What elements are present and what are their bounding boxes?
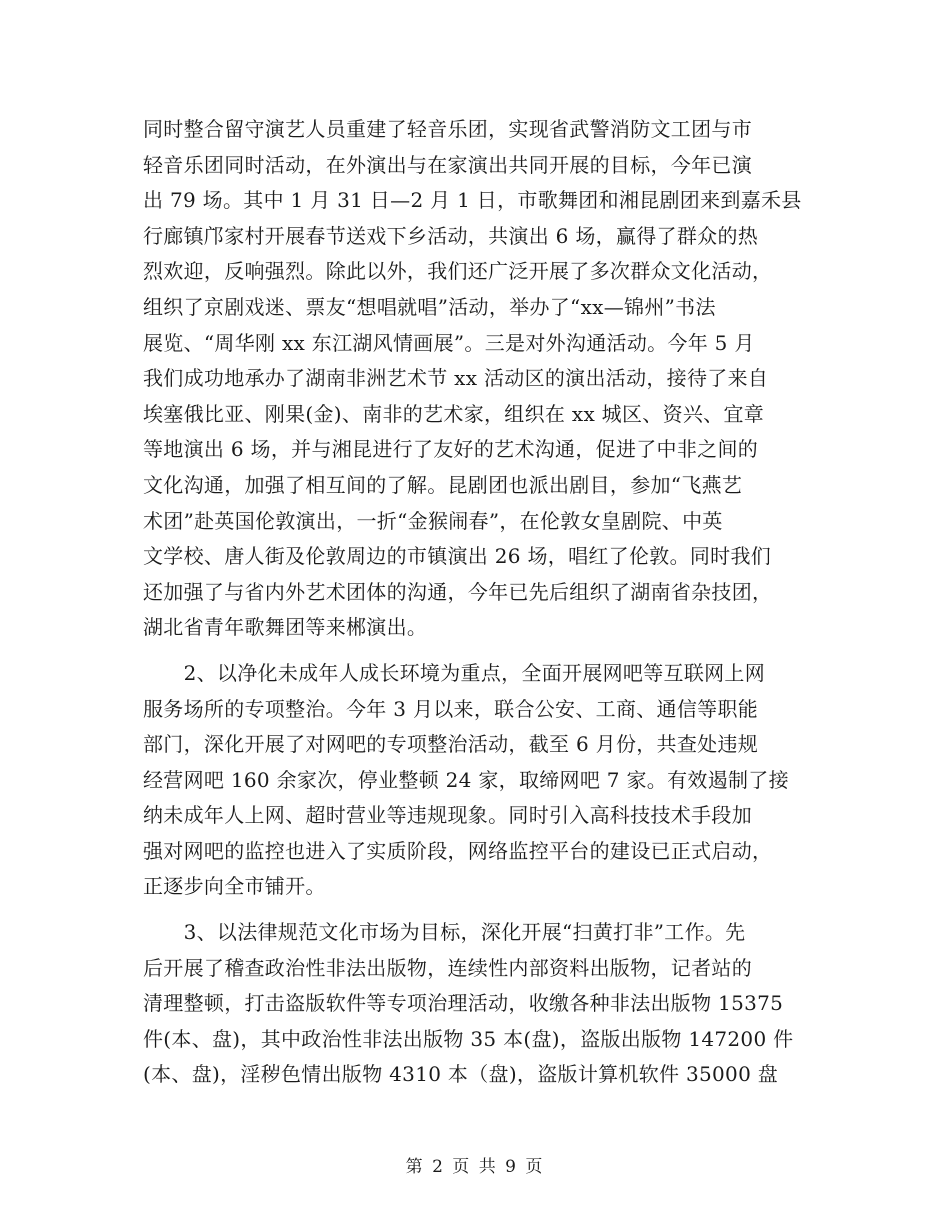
text-line: 件(本、盘)，其中政治性非法出版物 35 本(盘)，盗版出版物 147200 件 [143,1026,794,1051]
text-line: 清理整顿，打击盗版软件等专项治理活动，收缴各种非法出版物 15375 [143,991,784,1016]
text-line: 烈欢迎，反响强烈。除此以外，我们还广泛开展了多次群众文化活动， [143,259,773,284]
paragraph-spacer [143,905,823,915]
text-line: 2、以净化未成年人成长环境为重点，全面开展网吧等互联网上网 [143,660,766,685]
text-line: 3、以法律规范文化市场为目标，深化开展“扫黄打非”工作。先 [143,920,746,945]
text-line: 还加强了与省内外艺术团体的沟通，今年已先后组织了湖南省杂技团， [143,579,773,604]
text-line: 术团”赴英国伦敦演出，一折“金猴闹春”，在伦敦女皇剧院、中英 [143,508,723,533]
text-line: 经营网吧 160 余家次，停业整顿 24 家，取缔网吧 7 家。有效遏制了接 [143,767,789,792]
text-line: 文化沟通，加强了相互间的了解。昆剧团也派出剧目，参加“飞燕艺 [143,472,743,497]
paragraph-1 [143,112,823,646]
paragraph-3 [143,915,823,1093]
text-line: 组织了京剧戏迷、票友“想唱就唱”活动，举办了“xx—锦州”书法 [143,294,716,319]
text-line: 正逐步向全市铺开。 [143,874,326,899]
text-line: 同时整合留守演艺人员重建了轻音乐团，实现省武警消防文工团与市 [143,117,752,141]
text-line: 出 79 场。其中 1 月 31 日—2 月 1 日，市歌舞团和湘昆剧团来到嘉禾县 [143,188,802,213]
paragraph-spacer [143,646,823,656]
text-line: 我们成功地承办了湖南非洲艺术节 xx 活动区的演出活动，接待了来自 [143,366,769,391]
paragraph-2 [143,656,823,905]
text-line: 轻音乐团同时活动，在外演出与在家演出共同开展的目标，今年已演 [143,152,752,177]
text-line: 部门，深化开展了对网吧的专项整治活动，截至 6 月份，共查处违规 [143,732,759,757]
text-line: 等地演出 6 场，并与湘昆进行了友好的艺术沟通，促进了中非之间的 [143,437,759,462]
text-line: 湖北省青年歌舞团等来郴演出。 [143,615,428,640]
text-line: 行廊镇邝家村开展春节送戏下乡活动，共演出 6 场，赢得了群众的热 [143,223,759,248]
text-line: 强对网吧的监控也进入了实质阶段，网络监控平台的建设已正式启动， [143,838,773,863]
text-line: 文学校、唐人街及伦敦周边的市镇演出 26 场，唱红了伦敦。同时我们 [143,544,772,569]
page-number-footer: 第 2 页 共 9 页 [405,1157,545,1177]
text-line: (本、盘)，淫秽色情出版物 4310 本（盘)，盗版计算机软件 35000 盘 [143,1062,779,1087]
text-line: 埃塞俄比亚、刚果(金)、南非的艺术家，组织在 xx 城区、资兴、宜章 [143,401,765,426]
text-line: 服务场所的专项整治。今年 3 月以来，联合公安、工商、通信等职能 [143,696,759,721]
document-body [143,112,823,1093]
text-line: 后开展了稽查政治性非法出版物，连续性内部资料出版物，记者站的 [143,955,752,980]
text-line: 展览、“周华刚 xx 东江湖风情画展”。三是对外沟通活动。今年 5 月 [143,330,755,355]
text-line: 纳未成年人上网、超时营业等违规现象。同时引入高科技技术手段加 [143,803,752,828]
